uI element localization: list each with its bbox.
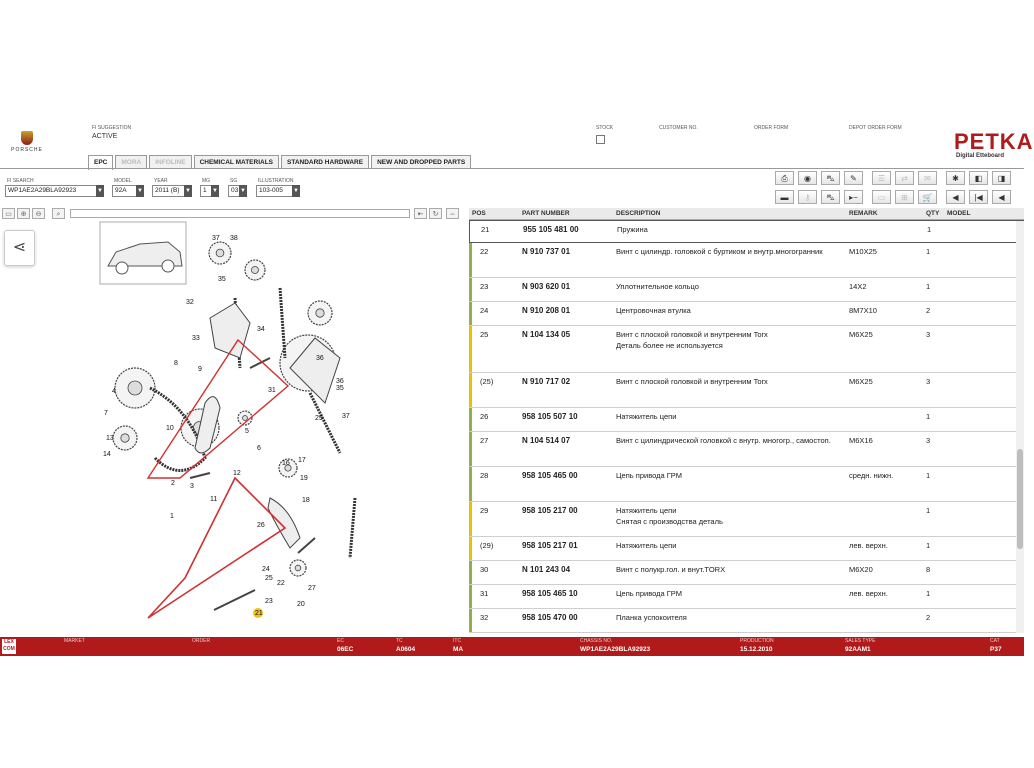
footer-value: WP1AE2A29BLA92923 <box>580 646 651 653</box>
table-row[interactable] <box>469 302 1024 326</box>
rotate-icon: ↻ <box>432 211 439 218</box>
cell-description: Винт с полукр.гол. и внут.TORX <box>616 565 726 574</box>
cell-pos: 22 <box>480 247 489 256</box>
petka-epc-window <box>0 113 1034 656</box>
key-button[interactable] <box>798 190 817 204</box>
availability-marker <box>469 408 472 431</box>
cell-pos: 21 <box>481 225 490 234</box>
tab-divider <box>0 168 1024 169</box>
callout-number: 11 <box>210 496 218 503</box>
cell-remark: средн. нижн. <box>849 471 894 480</box>
print-button[interactable] <box>775 171 794 185</box>
table-row[interactable] <box>469 220 1024 243</box>
footer-value: 06EC <box>337 646 354 653</box>
cell-qty: 1 <box>926 282 931 291</box>
sg-select[interactable] <box>228 185 247 197</box>
availability-marker <box>469 537 472 560</box>
callout-number: 16 <box>282 460 290 467</box>
cell-qty: 3 <box>926 377 931 386</box>
cell-pos: 25 <box>480 330 489 339</box>
cell-remark: 14X2 <box>849 282 867 291</box>
cell-remark: M6X25 <box>849 330 873 339</box>
col-remark[interactable]: REMARK <box>849 210 878 217</box>
table-row[interactable] <box>469 467 1024 502</box>
bolt-part <box>190 473 210 478</box>
petka-subtitle: Digital Etteboard <box>956 153 1005 159</box>
printer-icon: ⎙ <box>781 174 788 183</box>
cell-remark: 8M7X10 <box>849 306 877 315</box>
forward-button[interactable] <box>992 190 1011 204</box>
depot-order-form-label: DEPOT ORDER FORM <box>849 125 902 131</box>
availability-marker <box>469 585 472 608</box>
cell-part-number: N 104 514 07 <box>522 436 571 445</box>
remove-button[interactable] <box>844 190 863 204</box>
cell-description: Натяжитель цепи <box>616 541 677 550</box>
timing-chain <box>235 288 355 558</box>
table-row[interactable] <box>469 502 1024 537</box>
callout-number: 14 <box>103 451 111 458</box>
callout-number: 1 <box>170 513 174 520</box>
cell-part-number: N 910 737 01 <box>522 247 571 256</box>
share-button[interactable] <box>4 230 35 266</box>
cell-qty: 2 <box>926 613 931 622</box>
gear-hub <box>243 416 248 421</box>
callout-number: 22 <box>277 580 285 587</box>
footer-value: MA <box>453 646 464 653</box>
cell-pos: 26 <box>480 412 489 421</box>
fi-search-select[interactable] <box>5 185 104 197</box>
share-icon: ⋖ <box>12 239 27 256</box>
cell-description: Центровочная втулка <box>616 306 691 315</box>
callout-number: 3 <box>190 483 194 490</box>
cart-button[interactable] <box>918 190 937 204</box>
mg-select[interactable] <box>200 185 219 197</box>
chevron-down-icon[interactable]: ▼ <box>211 185 219 197</box>
illustration-label: ILLUSTRATION <box>258 178 294 184</box>
footer-label: PRODUCTION <box>740 638 774 644</box>
callout-number: 19 <box>300 475 308 482</box>
cell-description: Уплотнительное кольцо <box>616 282 699 291</box>
gear-hub <box>316 309 324 317</box>
table-icon: ▬ <box>780 193 789 202</box>
cell-part-number: N 903 620 01 <box>522 282 571 291</box>
callout-number: 36 <box>316 355 324 362</box>
cell-qty: 3 <box>926 330 931 339</box>
model-select[interactable] <box>112 185 144 197</box>
col-description[interactable]: DESCRIPTION <box>616 210 661 217</box>
fi-search-value: WP1AE2A29BLA92923 <box>8 187 77 194</box>
lexcom-badge: LEX COM <box>3 639 15 652</box>
chevron-down-icon[interactable]: ▼ <box>136 185 144 197</box>
collapse-icon: ⇔ <box>449 211 456 218</box>
callout-number: 7 <box>104 410 108 417</box>
callout-number: 25 <box>265 575 273 582</box>
cell-part-number: N 104 134 05 <box>522 330 571 339</box>
gear-hub <box>295 565 301 571</box>
availability-marker <box>469 467 472 501</box>
gear-hub <box>216 249 224 257</box>
cell-qty: 2 <box>926 306 931 315</box>
callout-number: 13 <box>106 435 114 442</box>
gear-hub <box>128 381 142 395</box>
previous-illustration-button[interactable] <box>969 171 988 185</box>
cell-description: Цепь привода ГРМ <box>616 589 682 598</box>
callout-number: 37 <box>212 235 220 242</box>
main-tabs <box>88 155 471 168</box>
callout-number: 21 <box>255 610 263 617</box>
first-button[interactable] <box>946 190 965 204</box>
cell-remark: лев. верхн. <box>849 541 888 550</box>
cell-description: Натяжитель цепи Снятая с производства деталь <box>616 506 723 526</box>
bolt-part <box>298 538 315 553</box>
chevron-down-icon[interactable]: ▼ <box>292 185 300 197</box>
porsche-crest-icon <box>21 131 33 145</box>
sg-value: 03 <box>231 187 239 194</box>
porsche-logo <box>7 131 47 153</box>
table-view-button[interactable] <box>775 190 794 204</box>
callout-number: 23 <box>265 598 273 605</box>
mg-label: MG <box>202 178 211 184</box>
callout-number: 20 <box>297 601 305 608</box>
forward-icon: ◀ <box>998 193 1005 202</box>
parts-table <box>469 208 1024 633</box>
fit-icon: ▭ <box>5 211 12 218</box>
cell-qty: 8 <box>926 565 931 574</box>
callout-number: 10 <box>166 425 174 432</box>
col-pos[interactable]: POS <box>472 210 486 217</box>
petka-logo <box>954 129 1034 155</box>
cell-description: Винт с цилиндрической головкой с внутр. многогр., самостоп. <box>616 436 831 445</box>
cell-remark: лев. верхн. <box>849 589 888 598</box>
add-button[interactable] <box>895 190 914 204</box>
status-footer <box>0 637 1024 656</box>
footer-label: CAT <box>990 638 1000 644</box>
petka-wordmark: PETKA <box>954 129 1034 154</box>
cell-pos: 32 <box>480 613 489 622</box>
table-row[interactable] <box>469 408 1024 432</box>
fit-button[interactable] <box>2 208 15 219</box>
tab-epc[interactable]: EPC <box>88 155 113 170</box>
zoom-in-icon: ⊕ <box>20 211 27 218</box>
chevron-down-icon[interactable]: ▼ <box>96 185 104 197</box>
magnifier-icon: ⌕ <box>56 211 61 218</box>
footer-label: ORDER <box>192 638 211 644</box>
availability-marker <box>469 561 472 584</box>
customer-no-label: CUSTOMER NO. <box>659 125 698 131</box>
cell-remark: M6X20 <box>849 565 873 574</box>
note-button[interactable] <box>918 171 937 185</box>
table-row[interactable] <box>469 609 1024 633</box>
table-row[interactable] <box>469 243 1024 278</box>
pan-icon: ⇤ <box>417 211 424 218</box>
tab-infoline[interactable]: INFOLINE <box>149 155 191 169</box>
copy-button[interactable] <box>872 190 891 204</box>
cell-pos: 29 <box>480 506 489 515</box>
order-form-label: ORDER FORM <box>754 125 789 131</box>
cell-pos: 27 <box>480 436 489 445</box>
sg-label: SG <box>230 178 238 184</box>
cell-part-number: 958 105 465 00 <box>522 471 578 480</box>
table-row[interactable] <box>469 326 1024 373</box>
cell-qty: 1 <box>926 471 931 480</box>
cell-part-number: N 910 717 02 <box>522 377 571 386</box>
cell-description: Планка успокоителя <box>616 613 687 622</box>
chevron-down-icon[interactable]: ▼ <box>239 185 247 197</box>
cell-pos: 30 <box>480 565 489 574</box>
cell-part-number: 958 105 217 00 <box>522 506 578 515</box>
footer-label: CHASSIS NO. <box>580 638 613 644</box>
cell-description: Винт с плоской головкой и внутренним Torx <box>616 377 768 386</box>
copy-icon: ▭ <box>877 193 886 202</box>
view-button[interactable] <box>798 171 817 185</box>
col-qty[interactable]: QTY <box>926 210 940 217</box>
vehicle-wheel <box>116 262 128 274</box>
scrollbar-thumb[interactable] <box>1017 449 1023 549</box>
vehicle-wheel <box>162 260 174 272</box>
callout-number: 12 <box>233 470 241 477</box>
year-label: YEAR <box>154 178 168 184</box>
availability-marker <box>469 502 472 536</box>
table-header <box>469 208 1024 220</box>
gear-hub <box>121 434 129 442</box>
minus-icon: ▸− <box>849 193 858 202</box>
callout-number: 38 <box>230 235 238 242</box>
note-icon: ✉ <box>924 174 931 183</box>
list-button[interactable] <box>872 171 891 185</box>
back-icon: |◀ <box>974 193 983 202</box>
transfer-icon: ⇄ <box>901 174 908 183</box>
bolt-part <box>214 590 255 610</box>
cell-qty: 1 <box>926 506 931 515</box>
first-icon: ◀ <box>952 193 959 202</box>
pin-button[interactable] <box>946 171 965 185</box>
stock-checkbox[interactable] <box>596 135 605 144</box>
callout-number: 29 <box>315 415 323 422</box>
pin-icon: ✱ <box>952 174 959 183</box>
model-value: 92A <box>115 187 127 194</box>
footer-label: EC <box>337 638 344 644</box>
previous-illustration-icon: ◧ <box>974 174 983 183</box>
car-icon: ⛍ <box>826 174 835 183</box>
year-select[interactable] <box>152 185 192 197</box>
tools-icon: ✎ <box>850 174 857 183</box>
table-row[interactable] <box>469 432 1024 467</box>
table-row[interactable] <box>469 585 1024 609</box>
callout-number: 33 <box>192 335 200 342</box>
col-part-number[interactable]: PART NUMBER <box>522 210 570 217</box>
cell-description: Натяжитель цепи <box>616 412 677 421</box>
next-illustration-icon: ◨ <box>997 174 1006 183</box>
parts-illustration <box>40 218 460 633</box>
callout-number: 31 <box>268 387 276 394</box>
transfer-button[interactable] <box>895 171 914 185</box>
brand-name: PORSCHE <box>11 147 43 153</box>
key-icon: ⚷ <box>804 193 811 202</box>
footer-value: P37 <box>990 646 1002 653</box>
availability-marker <box>469 302 472 325</box>
zoom-slider[interactable] <box>70 209 410 218</box>
callout-number: 17 <box>298 457 306 464</box>
callout-number: 35 <box>336 385 344 392</box>
fi-search-label: FI SEARCH <box>7 178 34 184</box>
car-button[interactable] <box>821 171 840 185</box>
zoom-out-icon: ⊖ <box>35 211 42 218</box>
model-label: MODEL <box>114 178 132 184</box>
cell-pos: 28 <box>480 471 489 480</box>
cell-part-number: N 910 208 01 <box>522 306 571 315</box>
availability-marker <box>469 243 472 277</box>
cell-remark: M6X25 <box>849 377 873 386</box>
cell-part-number: N 101 243 04 <box>522 565 571 574</box>
cell-qty: 1 <box>927 225 932 234</box>
callout-number: 6 <box>257 445 261 452</box>
footer-value: 92AAM1 <box>845 646 871 653</box>
footer-label: SALES TYPE <box>845 638 876 644</box>
table-row[interactable] <box>469 373 1024 408</box>
cell-part-number: 958 105 217 01 <box>522 541 578 550</box>
col-model[interactable]: MODEL <box>947 210 971 217</box>
footer-label: TC <box>396 638 403 644</box>
illustration-value: 103-005 <box>259 187 283 194</box>
tab-chemical-materials[interactable]: CHEMICAL MATERIALS <box>194 155 279 169</box>
table-body <box>469 220 1024 633</box>
availability-marker <box>470 221 473 242</box>
callout-number: 27 <box>308 585 316 592</box>
callout-number: 32 <box>186 299 194 306</box>
cell-description: Винт с плоской головкой и внутренним Torx Деталь более не используется <box>616 330 768 350</box>
callout-number: 26 <box>257 522 265 529</box>
fi-suggestion-value: ACTIVE <box>92 133 118 140</box>
availability-marker <box>469 432 472 466</box>
cell-remark: M6X16 <box>849 436 873 445</box>
callout-number: 5 <box>245 428 249 435</box>
callout-number: 18 <box>302 497 310 504</box>
illustration-select[interactable] <box>256 185 300 197</box>
tools-button[interactable] <box>844 171 863 185</box>
cell-qty: 3 <box>926 436 931 445</box>
footer-label: MARKET <box>64 638 85 644</box>
cell-description: Пружина <box>617 225 648 234</box>
cell-remark: M10X25 <box>849 247 877 256</box>
callout-number: 36 <box>336 378 344 385</box>
callout-number: 24 <box>262 566 270 573</box>
tab-standard-hardware[interactable]: STANDARD HARDWARE <box>281 155 369 169</box>
view-icon: ◉ <box>804 174 811 183</box>
table-row[interactable] <box>469 537 1024 561</box>
fi-suggestion-label: FI SUGGESTION <box>92 125 132 131</box>
next-illustration-button[interactable] <box>992 171 1011 185</box>
cell-qty: 1 <box>926 247 931 256</box>
footer-value: 15.12.2010 <box>740 646 773 653</box>
cell-qty: 1 <box>926 541 931 550</box>
table-scrollbar[interactable] <box>1016 221 1024 633</box>
zoom-in-button[interactable] <box>17 208 30 219</box>
cell-pos: 31 <box>480 589 489 598</box>
cell-description: Винт с цилиндр. головкой с буртиком и внутр.многогранник <box>616 247 823 256</box>
back-button[interactable] <box>969 190 988 204</box>
chevron-down-icon[interactable]: ▼ <box>184 185 192 197</box>
tab-mora[interactable]: MORA <box>115 155 147 169</box>
cell-qty: 1 <box>926 412 931 421</box>
availability-marker <box>469 609 472 632</box>
callout-number: 2 <box>171 480 175 487</box>
availability-marker <box>469 373 472 407</box>
cell-part-number: 958 105 470 00 <box>522 613 578 622</box>
cell-part-number: 955 105 481 00 <box>523 225 579 234</box>
cell-pos: (25) <box>480 377 494 386</box>
add-icon: ⊞ <box>901 193 908 202</box>
cell-part-number: 958 105 465 10 <box>522 589 578 598</box>
cell-qty: 1 <box>926 589 931 598</box>
availability-marker <box>469 278 472 301</box>
callout-number: 8 <box>174 360 178 367</box>
tab-new-and-dropped-parts[interactable]: NEW AND DROPPED PARTS <box>371 155 471 169</box>
cell-pos: 24 <box>480 306 489 315</box>
callout-number: 34 <box>257 326 265 333</box>
chain-tensioner-rail <box>268 498 300 548</box>
mg-value: 1 <box>203 187 207 194</box>
footer-label: ITC <box>453 638 462 644</box>
table-row[interactable] <box>469 561 1024 585</box>
car-search-button[interactable] <box>821 190 840 204</box>
car-icon: ⛍ <box>826 193 835 202</box>
availability-marker <box>469 326 472 372</box>
cell-pos: 23 <box>480 282 489 291</box>
footer-value: A0604 <box>396 646 416 653</box>
callout-number: 4 <box>112 388 116 395</box>
callout-number: 9 <box>198 366 202 373</box>
cell-description: Цепь привода ГРМ <box>616 471 682 480</box>
stock-label: STOCK <box>596 125 614 131</box>
cell-pos: (29) <box>480 541 494 550</box>
cart-icon: 🛒 <box>922 193 933 202</box>
year-value: 2011 (B) <box>155 187 180 194</box>
cell-part-number: 958 105 507 10 <box>522 412 578 421</box>
list-icon: ☰ <box>877 174 886 183</box>
table-row[interactable] <box>469 278 1024 302</box>
callout-number: 35 <box>218 276 226 283</box>
mounting-bracket <box>210 303 250 358</box>
callout-number: 37 <box>342 413 350 420</box>
gear-hub <box>252 267 259 274</box>
